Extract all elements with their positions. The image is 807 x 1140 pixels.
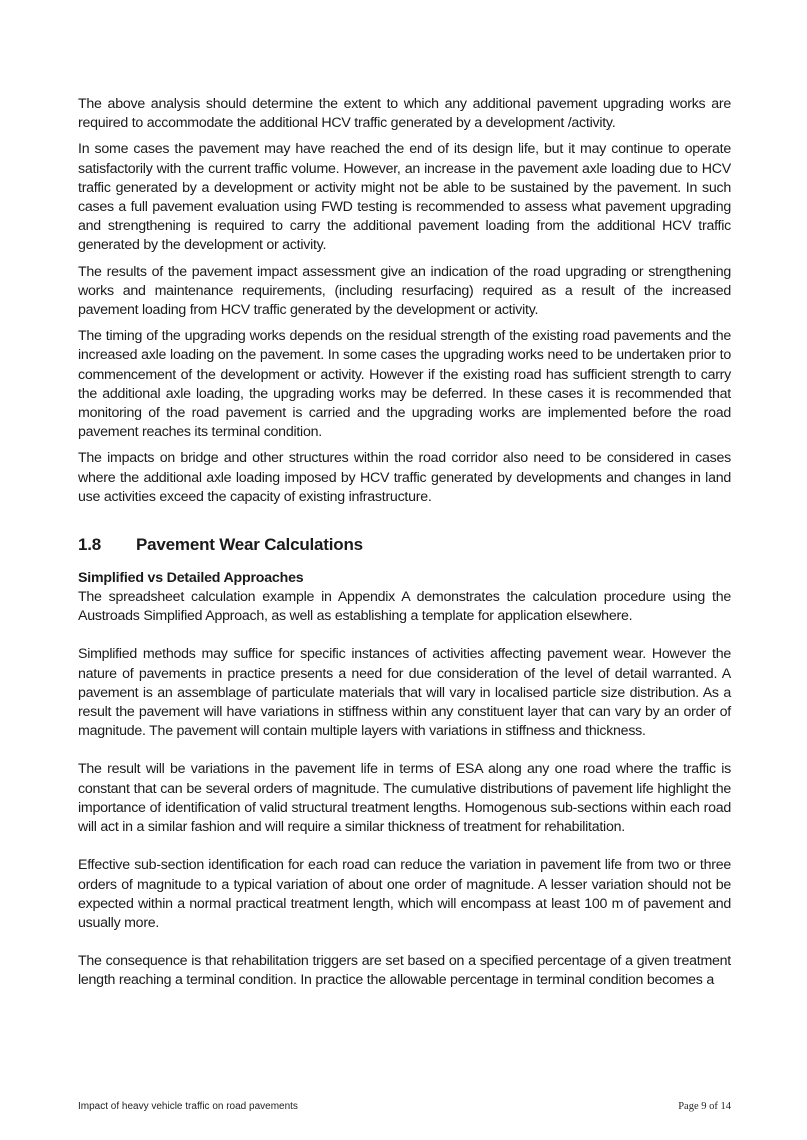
subheading: Simplified vs Detailed Approaches bbox=[78, 570, 304, 587]
paragraph: The spreadsheet calculation example in Appendix A demonstrates the calculation procedure using the Austroads Simplified Approach, as well as establishing a template for application elsewhere. bbox=[78, 589, 731, 625]
paragraph: The result will be variations in the pavement life in terms of ESA along any one road where the traffic is constant that can be several orders of magnitude. The cumulative distributions of pavement life highlight the importance of identification of valid structural treatment lengths. Homogenous sub-sections within each road will act in a similar fashion and will require a similar thickness of treatment for rehabilitation. bbox=[78, 761, 731, 836]
paragraph: The results of the pavement impact assessment give an indication of the road upgrading or strengthening works and maintenance requirements, (including resurfacing) required as a result of the increased pavement loading from HCV traffic generated by the development or activity. bbox=[78, 263, 731, 319]
section-title: Pavement Wear Calculations bbox=[136, 535, 363, 555]
paragraph: The impacts on bridge and other structures within the road corridor also need to be considered in cases where the additional axle loading imposed by HCV traffic generated by developments and changes in land use activities exceed the capacity of existing infrastructure. bbox=[78, 450, 731, 505]
page-number: Page 9 of 14 bbox=[678, 1101, 731, 1112]
page-content bbox=[78, 95, 731, 998]
paragraph: The above analysis should determine the extent to which any additional pavement upgrading works are required to accommodate the additional HCV traffic generated by a development /activity. bbox=[78, 96, 731, 132]
paragraph: In some cases the pavement may have reached the end of its design life, but it may continue to operate satisfactorily with the current traffic volume. However, an increase in the pavement axle loading due to HCV traffic generated by a development or activity might not be able to be sustained by the pavement. In such cases a full pavement evaluation using FWD testing is recommended to assess what pavement upgrading and strengthening is required to carry the additional pavement loading from the additional HCV traffic generated by the development or activity. bbox=[78, 141, 731, 254]
paragraph: The timing of the upgrading works depends on the residual strength of the existing road pavements and the increased axle loading on the pavement. In some cases the upgrading works need to be undertaken prior to commencement of the development or activity. However if the existing road has sufficient strength to carry the additional axle loading, the upgrading works may be deferred. In these cases it is recommended that monitoring of the road pavement is carried and the upgrading works are implemented before the road pavement reaches its terminal condition. bbox=[78, 328, 731, 441]
footer-document-title: Impact of heavy vehicle traffic on road pavements bbox=[78, 1101, 298, 1112]
paragraph: The consequence is that rehabilitation triggers are set based on a specified percentage of a given treatment length reaching a terminal condition. In practice the allowable percentage in terminal condition becomes a bbox=[78, 953, 731, 989]
section-heading bbox=[78, 535, 731, 555]
paragraph: Effective sub-section identification for each road can reduce the variation in pavement life from two or three orders of magnitude to a typical variation of about one order of magnitude. A lesser variation should not be expected within a normal practical treatment length, which will encompass at least 100 m of pavement and usually more. bbox=[78, 857, 731, 931]
section-number: 1.8 bbox=[78, 535, 102, 555]
paragraph: Simplified methods may suffice for specific instances of activities affecting pavement wear. However the nature of pavements in practice presents a need for due consideration of the level of detail warranted. A pavement is an assemblage of particulate materials that will vary in localised particle size distribution. As a result the pavement will have variations in stiffness within any constituent layer that can vary by an order of magnitude. The pavement will contain multiple layers with variations in stiffness and thickness. bbox=[78, 646, 731, 740]
page-footer bbox=[78, 1101, 731, 1112]
